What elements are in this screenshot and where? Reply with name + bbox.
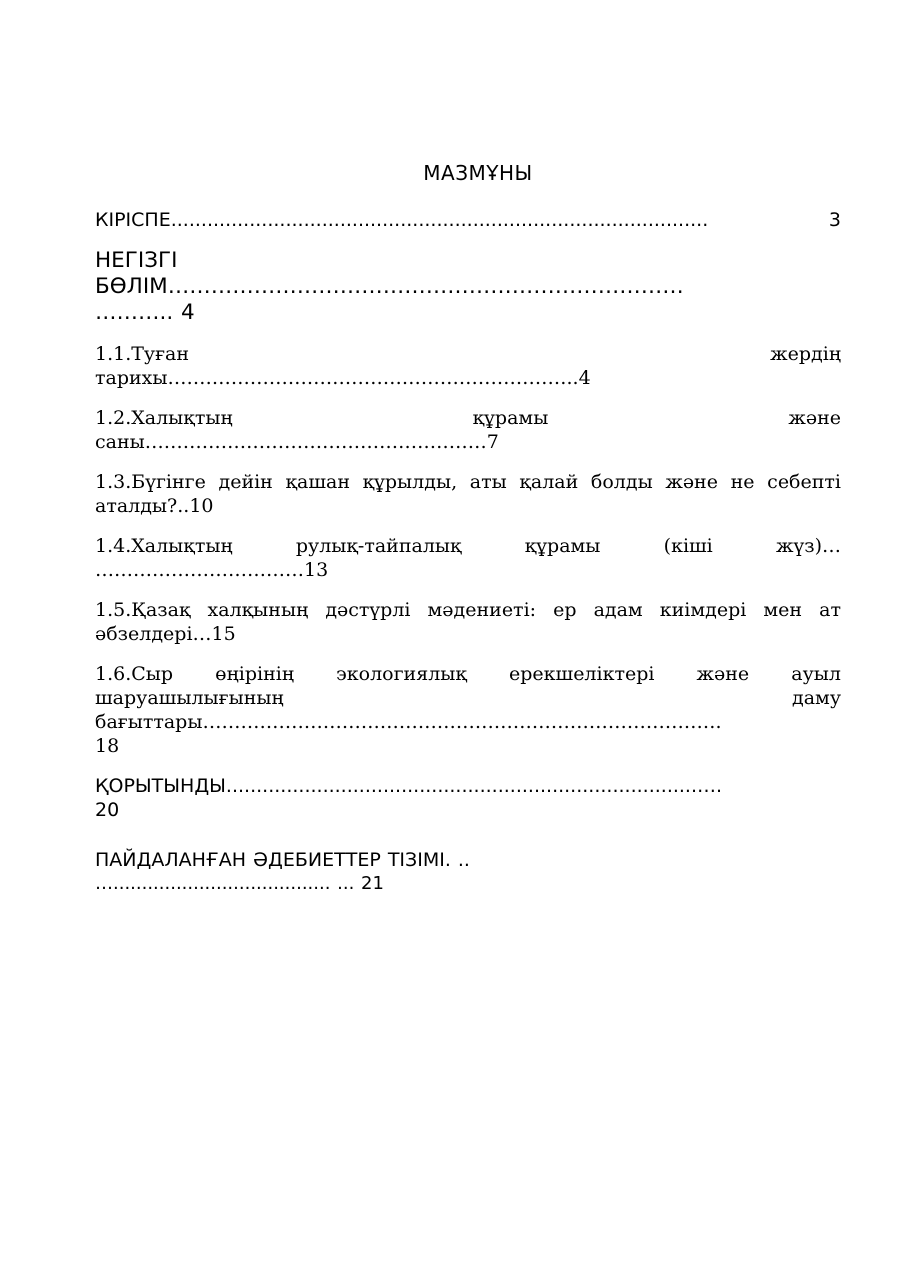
toc-entry-conclusion	[95, 774, 841, 822]
toc-word: өңірінің	[215, 663, 295, 685]
toc-entry-page: 3	[828, 209, 841, 231]
toc-line: БӨЛІМ………………………………………………………………	[95, 274, 684, 299]
toc-line	[95, 406, 841, 430]
toc-word: жердің	[770, 343, 841, 365]
toc-word: 1.6.Сыр	[95, 663, 174, 685]
toc-line: саны………………………………………………7	[95, 431, 499, 453]
toc-entry-1-4	[95, 534, 841, 582]
toc-word: (кіші	[663, 535, 713, 557]
toc-line: ПАЙДАЛАНҒАН ӘДЕБИЕТТЕР ТІЗІМІ. ..	[95, 849, 470, 871]
toc-entry-1-6	[95, 662, 841, 758]
toc-entry-references	[95, 848, 841, 896]
toc-line	[95, 534, 841, 558]
toc-entry-label: КІРІСПЕ.........................................................................................	[95, 209, 709, 231]
toc-word: 1.4.Халықтың	[95, 535, 233, 557]
table-of-contents	[95, 160, 841, 912]
toc-word: экологиялық	[336, 663, 467, 685]
toc-word: ауыл	[791, 663, 841, 685]
toc-entry-1-5: 1.5.Қазақ халқының дәстүрлі мәдениеті: ер адам киімдері мен ат әбзелдері…15	[95, 599, 841, 645]
toc-word: жүз)…	[776, 535, 841, 557]
toc-entry-main-part	[95, 248, 841, 326]
toc-line	[95, 662, 841, 686]
toc-line	[95, 342, 841, 366]
toc-word: даму	[792, 687, 841, 709]
toc-word: 1.2.Халықтың	[95, 407, 233, 429]
toc-word: рулық-тайпалық	[295, 535, 462, 557]
toc-line: 18	[95, 735, 120, 757]
toc-entry-1-3: 1.3.Бүгінге дейін қашан құрылды, аты қалай болды және не себепті аталды?..10	[95, 471, 841, 517]
toc-word: құрамы	[524, 535, 601, 557]
toc-line: …...................................... ... 21	[95, 873, 384, 894]
toc-word: құрамы	[472, 407, 549, 429]
toc-line: бағыттары……………………………………………………………………….	[95, 711, 722, 733]
toc-line: ҚОРЫТЫНДЫ..............................................................................….	[95, 775, 723, 797]
toc-line: ……….. 4	[95, 300, 195, 325]
toc-line: тарихы………………………………………………………..4	[95, 367, 591, 389]
toc-word: шаруашылығының	[95, 687, 284, 709]
page-title: МАЗМҰНЫ	[423, 161, 533, 185]
toc-entry-intro	[95, 208, 841, 232]
toc-line	[95, 686, 841, 710]
toc-entry-1-1	[95, 342, 841, 390]
toc-entry-1-2	[95, 406, 841, 454]
toc-word: 1.1.Туған	[95, 343, 190, 365]
toc-word: ерекшеліктері	[509, 663, 655, 685]
toc-word: және	[696, 663, 750, 685]
toc-line: 20	[95, 799, 120, 821]
toc-word: және	[788, 407, 841, 429]
toc-line: ……………………………13	[95, 559, 329, 581]
toc-line: НЕГІЗГІ	[95, 248, 178, 273]
